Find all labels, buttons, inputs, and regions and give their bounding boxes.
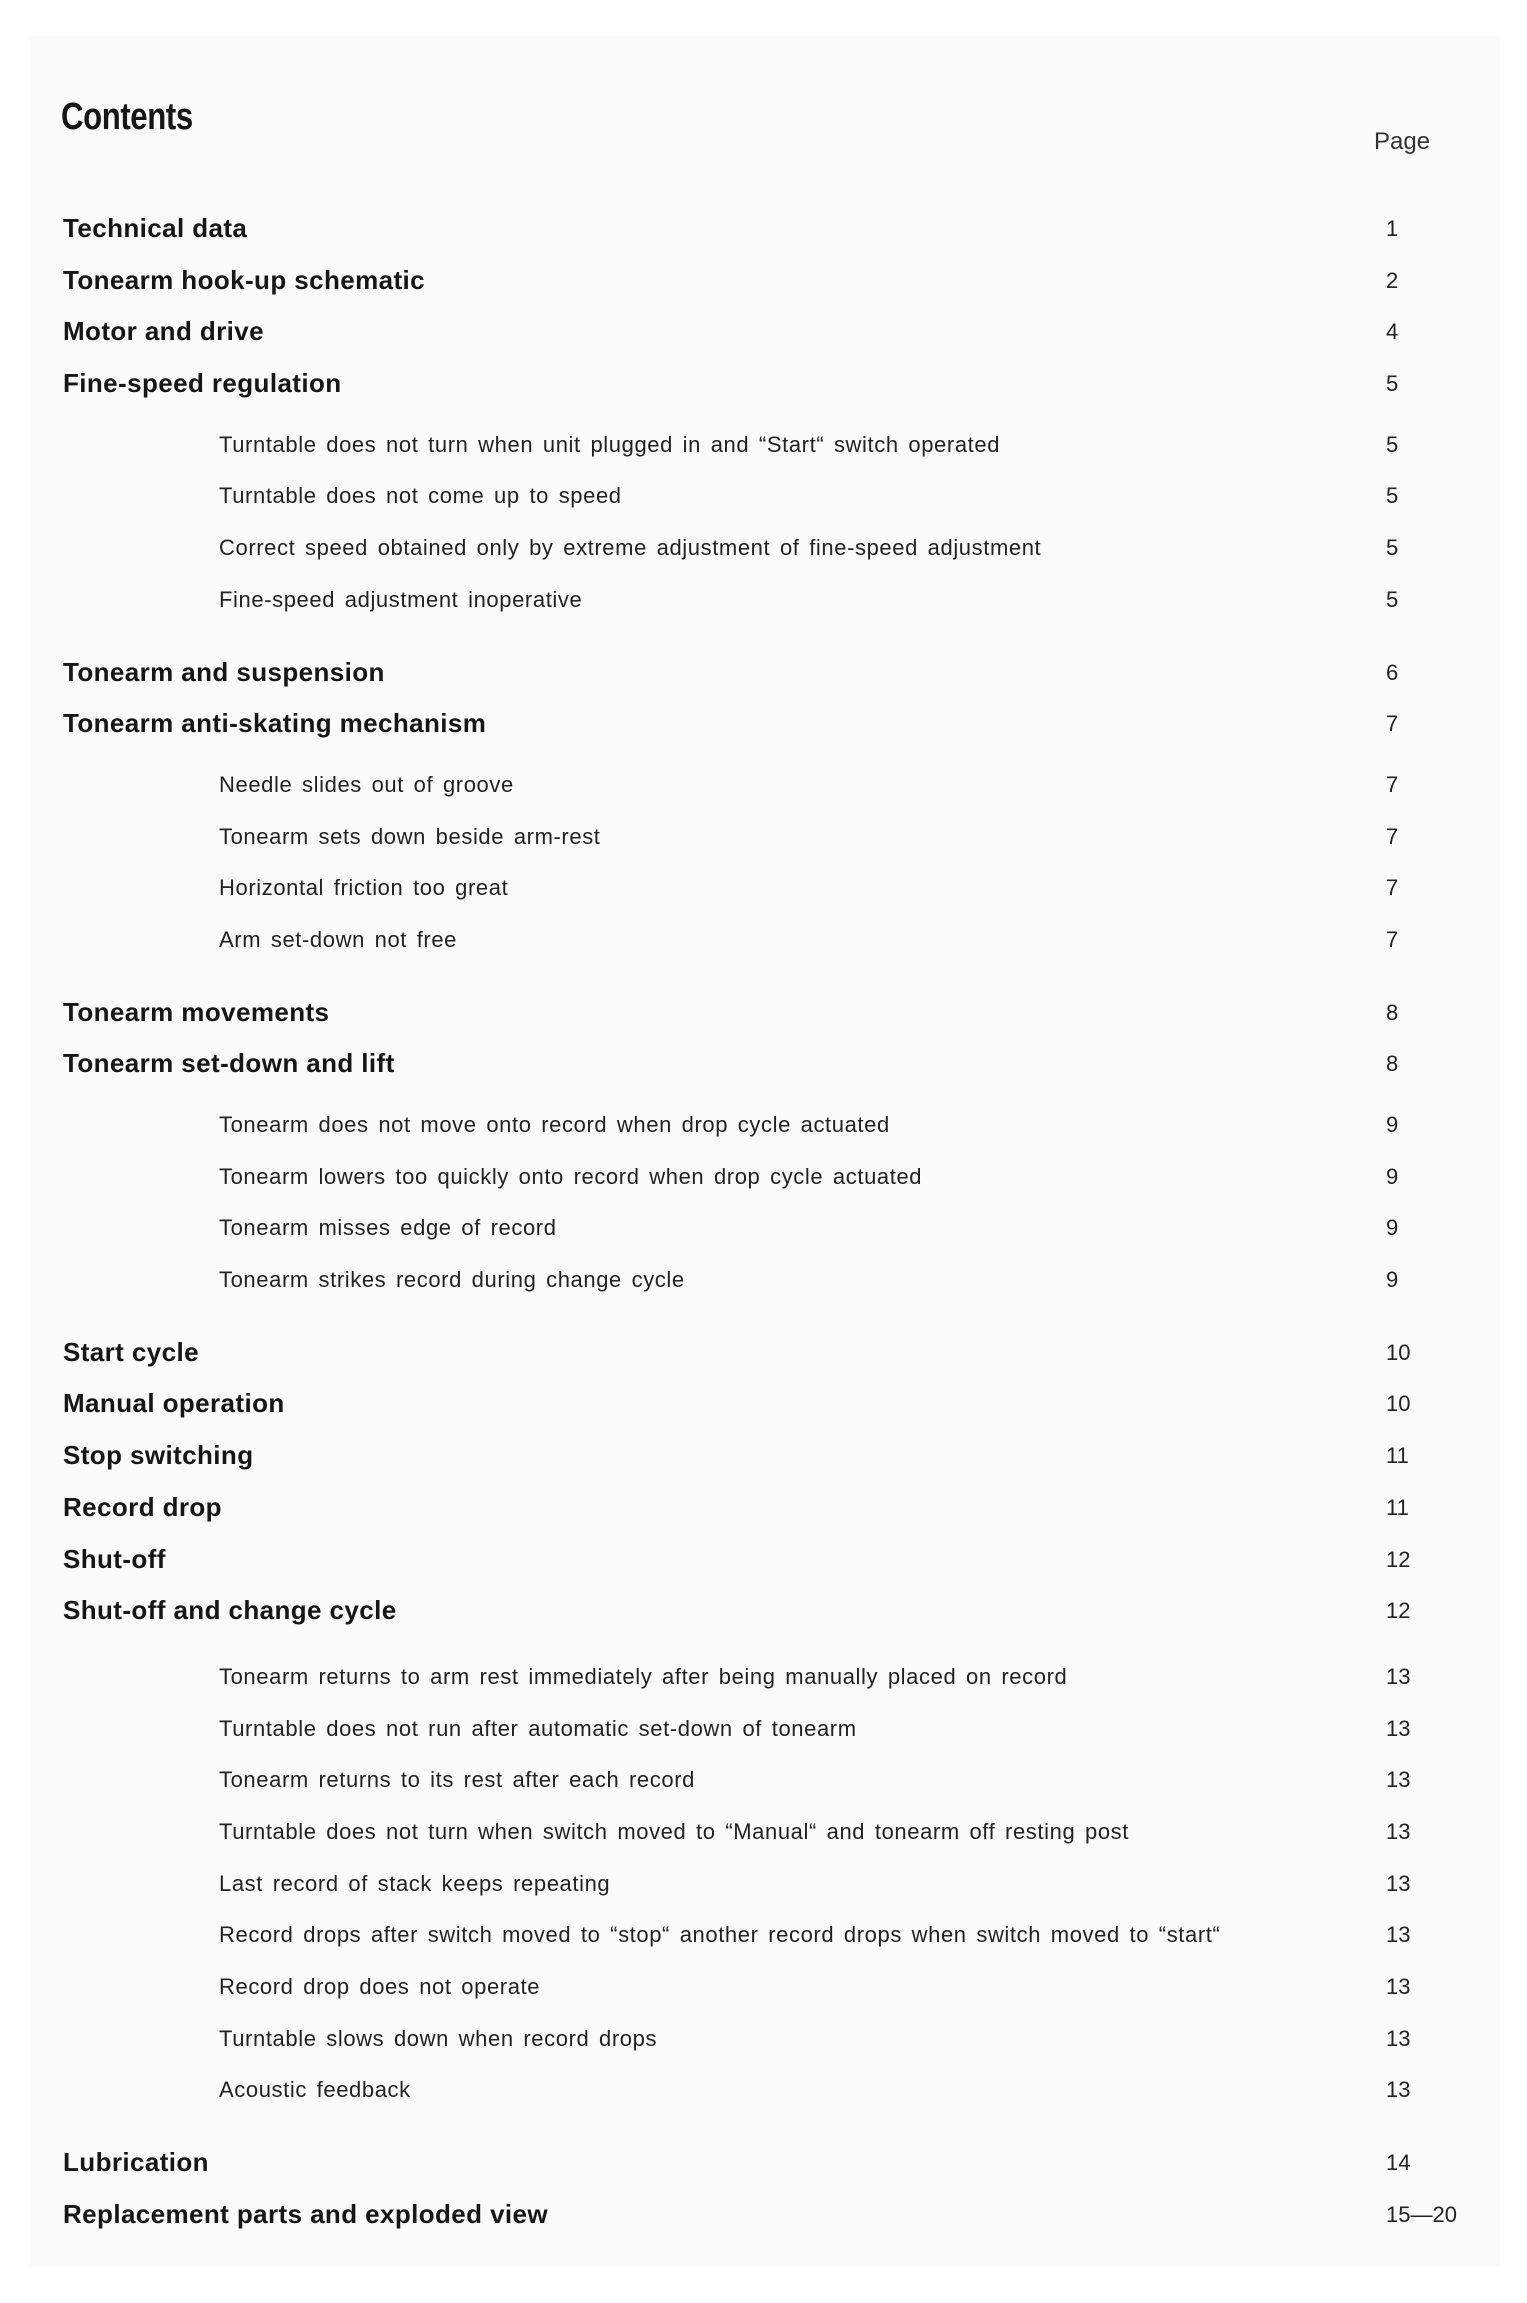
entry-page-number: 9 bbox=[1386, 1163, 1399, 1189]
entry-title: Arm set-down not free bbox=[219, 926, 458, 952]
toc-subentry[interactable] bbox=[0, 1151, 1527, 1203]
entry-title: Record drop bbox=[63, 1491, 222, 1522]
toc-subentry[interactable] bbox=[0, 759, 1527, 811]
entry-page-number: 7 bbox=[1386, 771, 1399, 797]
entry-page-number: 7 bbox=[1386, 875, 1399, 901]
toc-subentry[interactable] bbox=[0, 1961, 1527, 2013]
toc-subentry[interactable] bbox=[0, 1099, 1527, 1151]
toc-subentries bbox=[0, 759, 1527, 966]
entry-title: Fine-speed adjustment inoperative bbox=[219, 586, 583, 612]
entry-page-number: 13 bbox=[1386, 1922, 1411, 1948]
entry-title: Tonearm hook-up schematic bbox=[63, 264, 426, 295]
entry-title: Tonearm anti-skating mechanism bbox=[63, 708, 487, 739]
entry-title: Shut-off bbox=[63, 1543, 166, 1574]
entry-page-number: 9 bbox=[1386, 1267, 1399, 1293]
toc-section bbox=[0, 1327, 1527, 2116]
toc-entry[interactable] bbox=[0, 1585, 1527, 1637]
toc-subentry[interactable] bbox=[0, 1202, 1527, 1254]
entry-title: Tonearm sets down beside arm-rest bbox=[219, 823, 601, 849]
entry-page-number: 7 bbox=[1386, 926, 1399, 952]
entry-title: Horizontal friction too great bbox=[219, 875, 509, 901]
entry-page-number: 5 bbox=[1386, 586, 1399, 612]
entry-page-number: 9 bbox=[1386, 1112, 1399, 1137]
entry-page-number: 12 bbox=[1386, 1598, 1411, 1624]
entry-title: Tonearm set-down and lift bbox=[63, 1048, 395, 1079]
entry-title: Fine-speed regulation bbox=[63, 368, 342, 399]
toc-subentries bbox=[0, 1099, 1527, 1306]
toc-subentry[interactable] bbox=[0, 470, 1527, 522]
toc-subentries bbox=[0, 419, 1527, 626]
toc-subentry[interactable] bbox=[0, 1858, 1527, 1910]
toc-entry[interactable] bbox=[0, 1038, 1527, 1090]
entry-page-number: 2 bbox=[1386, 267, 1399, 293]
toc-entry[interactable] bbox=[0, 203, 1527, 255]
entry-title: Record drops after switch moved to “stop“ another record drops when switch moved to “start“ bbox=[219, 1922, 1221, 1948]
entry-title: Manual operation bbox=[63, 1388, 285, 1419]
toc-subentry[interactable] bbox=[0, 1909, 1527, 1961]
entry-title: Replacement parts and exploded view bbox=[63, 2198, 549, 2229]
toc-entry[interactable] bbox=[0, 2137, 1527, 2189]
entry-page-number: 8 bbox=[1386, 1051, 1399, 1077]
entry-title: Turntable does not turn when switch moved to “Manual“ and tonearm off resting post bbox=[219, 1818, 1129, 1844]
toc-entry[interactable] bbox=[0, 255, 1527, 307]
entry-title: Turntable does not run after automatic set-down of tonearm bbox=[219, 1715, 857, 1741]
entry-title: Turntable does not come up to speed bbox=[219, 483, 622, 509]
entry-page-number: 9 bbox=[1386, 1215, 1399, 1241]
entry-title: Tonearm and suspension bbox=[63, 656, 385, 687]
toc-entry[interactable] bbox=[0, 1534, 1527, 1586]
entry-title: Turntable does not turn when unit plugged in and “Start“ switch operated bbox=[219, 431, 1001, 457]
toc-section bbox=[0, 203, 1527, 626]
entry-page-number: 11 bbox=[1386, 1443, 1409, 1469]
entry-page-number: 7 bbox=[1386, 711, 1399, 737]
entry-title: Correct speed obtained only by extreme adjustment of fine-speed adjustment bbox=[219, 535, 1042, 561]
entry-title: Stop switching bbox=[63, 1440, 254, 1471]
toc-entry[interactable] bbox=[0, 698, 1527, 750]
toc-subentry[interactable] bbox=[0, 522, 1527, 574]
entry-page-number: 13 bbox=[1386, 2025, 1411, 2051]
toc-entry[interactable] bbox=[0, 1430, 1527, 1482]
page-title: Contents bbox=[61, 96, 193, 138]
toc-entry[interactable] bbox=[0, 2189, 1527, 2241]
entry-title: Lubrication bbox=[63, 2147, 209, 2178]
entry-title: Tonearm returns to its rest after each record bbox=[219, 1767, 695, 1793]
entry-title: Tonearm movements bbox=[63, 996, 330, 1027]
entry-title: Tonearm strikes record during change cycle bbox=[219, 1267, 685, 1293]
toc-entry[interactable] bbox=[0, 1327, 1527, 1379]
entry-page-number: 13 bbox=[1386, 1818, 1411, 1844]
entry-title: Tonearm misses edge of record bbox=[219, 1215, 557, 1241]
toc-subentry[interactable] bbox=[0, 2064, 1527, 2116]
toc-subentry[interactable] bbox=[0, 1754, 1527, 1806]
table-of-contents bbox=[0, 203, 1527, 2240]
entry-page-number: 13 bbox=[1386, 1974, 1411, 1999]
toc-subentry[interactable] bbox=[0, 419, 1527, 471]
toc-subentries bbox=[0, 1651, 1527, 2116]
toc-subentry[interactable] bbox=[0, 1703, 1527, 1755]
entry-title: Technical data bbox=[63, 213, 248, 243]
toc-entry[interactable] bbox=[0, 987, 1527, 1039]
toc-subentry[interactable] bbox=[0, 811, 1527, 863]
entry-page-number: 6 bbox=[1386, 659, 1399, 685]
toc-subentry[interactable] bbox=[0, 1254, 1527, 1306]
entry-page-number: 5 bbox=[1386, 483, 1399, 509]
entry-title: Last record of stack keeps repeating bbox=[219, 1870, 611, 1896]
toc-subentry[interactable] bbox=[0, 1651, 1527, 1703]
entry-page-number: 1 bbox=[1386, 216, 1399, 241]
entry-page-number: 10 bbox=[1386, 1391, 1411, 1417]
entry-page-number: 13 bbox=[1386, 1767, 1411, 1793]
entry-title: Tonearm returns to arm rest immediately after being manually placed on record bbox=[219, 1663, 1068, 1689]
toc-section bbox=[0, 2137, 1527, 2240]
toc-entry[interactable] bbox=[0, 306, 1527, 358]
entry-page-number: 5 bbox=[1386, 431, 1399, 457]
entry-page-number: 14 bbox=[1386, 2150, 1411, 2176]
toc-entry[interactable] bbox=[0, 1482, 1527, 1534]
toc-entry[interactable] bbox=[0, 1378, 1527, 1430]
toc-subentry[interactable] bbox=[0, 914, 1527, 966]
toc-subentry[interactable] bbox=[0, 574, 1527, 626]
toc-section bbox=[0, 987, 1527, 1306]
entry-title: Needle slides out of groove bbox=[219, 771, 514, 797]
entry-title: Motor and drive bbox=[63, 316, 265, 347]
toc-section bbox=[0, 647, 1527, 966]
entry-page-number: 13 bbox=[1386, 2077, 1411, 2103]
entry-page-number: 11 bbox=[1386, 1494, 1409, 1520]
toc-entry[interactable] bbox=[0, 647, 1527, 699]
entry-title: Shut-off and change cycle bbox=[63, 1595, 397, 1626]
entry-page-number: 13 bbox=[1386, 1870, 1411, 1896]
entry-title: Turntable slows down when record drops bbox=[219, 2025, 658, 2051]
entry-page-number: 13 bbox=[1386, 1663, 1411, 1689]
entry-page-number: 4 bbox=[1386, 319, 1399, 345]
entry-page-number: 7 bbox=[1386, 823, 1399, 849]
toc-subentry[interactable] bbox=[0, 862, 1527, 914]
entry-title: Tonearm lowers too quickly onto record when drop cycle actuated bbox=[219, 1163, 923, 1189]
entry-page-number: 12 bbox=[1386, 1546, 1411, 1572]
toc-subentry[interactable] bbox=[0, 1806, 1527, 1858]
page-column-header: Page bbox=[1374, 128, 1431, 155]
entry-page-number: 15—20 bbox=[1386, 2201, 1457, 2227]
entry-page-number: 5 bbox=[1386, 535, 1399, 561]
toc-subentry[interactable] bbox=[0, 2013, 1527, 2065]
entry-page-number: 13 bbox=[1386, 1715, 1411, 1741]
toc-entry[interactable] bbox=[0, 358, 1527, 410]
entry-title: Start cycle bbox=[63, 1336, 199, 1367]
entry-page-number: 10 bbox=[1386, 1339, 1411, 1365]
entry-title: Record drop does not operate bbox=[219, 1974, 541, 1999]
entry-title: Acoustic feedback bbox=[219, 2077, 411, 2103]
entry-page-number: 8 bbox=[1386, 999, 1399, 1025]
entry-page-number: 5 bbox=[1386, 371, 1399, 397]
entry-title: Tonearm does not move onto record when drop cycle actuated bbox=[219, 1112, 890, 1137]
